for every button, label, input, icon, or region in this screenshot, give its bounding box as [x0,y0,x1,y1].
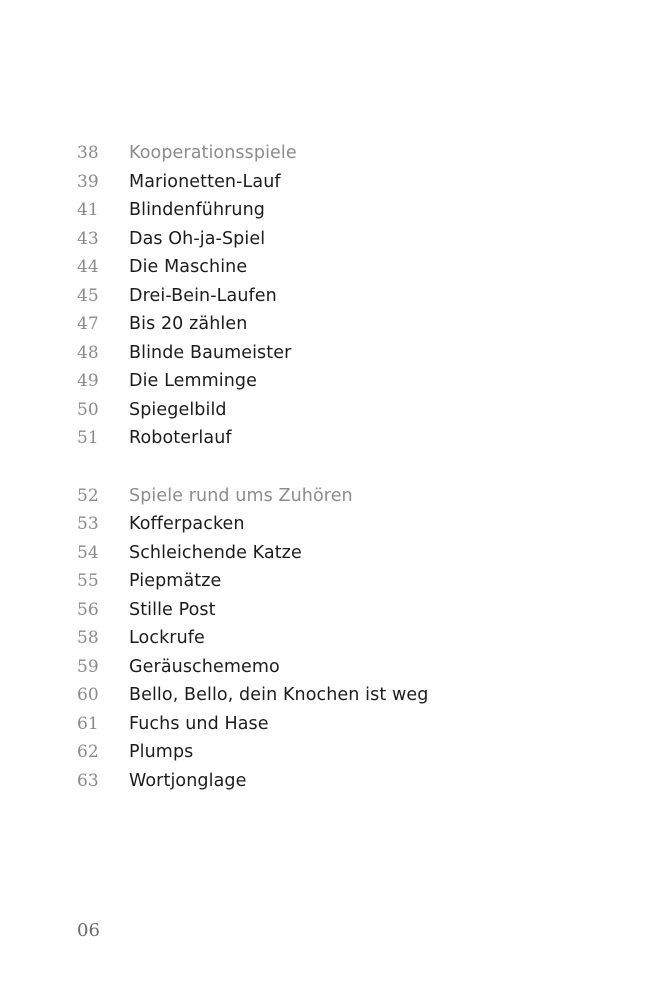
toc-entry[interactable] [77,424,637,453]
toc-entry[interactable] [77,225,637,254]
toc-entry[interactable] [77,282,637,311]
toc-section-kooperationsspiele [77,139,637,453]
page-number: 38 [77,143,99,163]
entry-title: Bis 20 zählen [129,314,248,334]
section-title: Kooperationsspiele [129,143,297,163]
toc-entry[interactable] [77,168,637,197]
toc-entry[interactable] [77,567,637,596]
page-number: 54 [77,542,99,563]
entry-title: Die Lemminge [129,371,257,391]
entry-title: Bello, Bello, dein Knochen ist weg [129,685,429,705]
toc-entry[interactable] [77,653,637,682]
page-number: 45 [77,285,99,306]
section-title: Spiele rund ums Zuhören [129,485,353,506]
page-number: 59 [77,656,99,677]
entry-title: Schleichende Katze [129,542,302,563]
toc-section-zuhoeren [77,482,637,796]
toc-entry[interactable] [77,510,637,539]
toc-entry[interactable] [77,196,637,225]
page-number: 41 [77,200,99,220]
entry-title: Marionetten-Lauf [129,171,281,192]
toc-entry[interactable] [77,681,637,710]
entry-title: Wortjonglage [129,770,247,791]
entry-title: Piepmätze [129,571,222,591]
entry-title: Geräuschememo [129,656,280,677]
page-number: 60 [77,685,99,705]
page-number: 51 [77,428,99,448]
entry-title: Roboterlauf [129,428,232,448]
page-folio: 06 [77,920,100,941]
toc-entry[interactable] [77,596,637,625]
section-heading[interactable] [77,139,637,168]
page-number: 53 [77,514,99,534]
page-number: 48 [77,342,99,363]
toc-entry[interactable] [77,767,637,796]
entry-title: Drei-Bein-Laufen [129,285,277,306]
entry-title: Fuchs und Hase [129,713,269,734]
page-number: 63 [77,770,99,791]
toc-entry[interactable] [77,310,637,339]
page-number: 58 [77,628,99,648]
page-number: 56 [77,599,99,620]
entry-title: Lockrufe [129,628,205,648]
toc-entry[interactable] [77,396,637,425]
toc-entry[interactable] [77,624,637,653]
entry-title: Spiegelbild [129,399,227,420]
entry-title: Die Maschine [129,257,248,277]
toc-entry[interactable] [77,539,637,568]
page-number: 62 [77,742,99,762]
entry-title: Plumps [129,742,194,762]
page-number: 50 [77,399,99,420]
toc-entry[interactable] [77,253,637,282]
entry-title: Stille Post [129,599,216,620]
toc-entry[interactable] [77,367,637,396]
section-heading[interactable] [77,482,637,511]
page-number: 47 [77,314,99,334]
page-number: 61 [77,713,99,734]
entry-title: Das Oh-ja-Spiel [129,228,266,249]
entry-title: Blinde Baumeister [129,342,292,363]
page-number: 55 [77,571,99,591]
page-number: 49 [77,371,99,391]
toc-entry[interactable] [77,710,637,739]
table-of-contents [77,139,637,795]
page-number: 39 [77,171,99,192]
entry-title: Kofferpacken [129,514,245,534]
entry-title: Blindenführung [129,200,266,220]
page-number: 44 [77,257,99,277]
page-number: 43 [77,228,99,249]
toc-entry[interactable] [77,738,637,767]
toc-entry[interactable] [77,339,637,368]
page-number: 52 [77,485,99,506]
